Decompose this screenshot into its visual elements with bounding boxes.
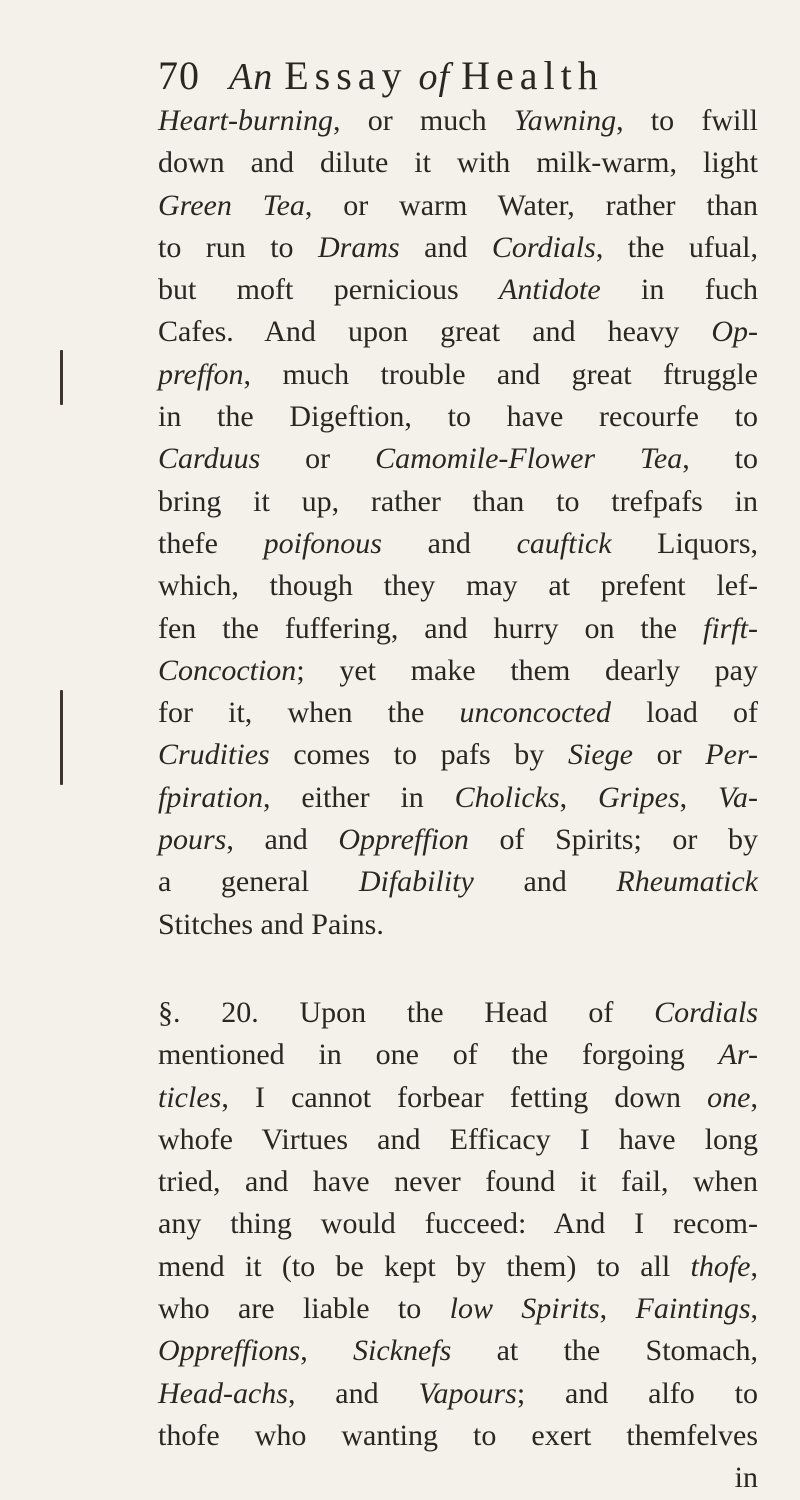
text-line: thefe poifonous and cauftick Liquors, (158, 526, 758, 560)
header-an: An (229, 56, 274, 98)
text-line: to run to Drams and Cordials, the ufual, (158, 230, 758, 264)
text-line: any thing would fucceed: And I recom- (158, 1207, 758, 1241)
text-line: §. 20. Upon the Head of Cordials (158, 995, 758, 1029)
text-line: mend it (to be kept by them) to all thofe, (158, 1249, 758, 1283)
text-line: Oppreffions, Sicknefs at the Stomach, (158, 1334, 758, 1368)
text-line: Carduus or Camomile-Flower Tea, to (158, 442, 758, 476)
text-line: Stitches and Pains. (158, 907, 384, 941)
text-line: bring it up, rather than to trefpafs in (158, 484, 758, 518)
catchword: in (734, 1461, 758, 1495)
margin-mark-top (60, 350, 63, 405)
text-line: Heart-burning, or much Yawning, to fwill (158, 104, 759, 137)
text-line: Crudities comes to pafs by Siege or Per- (158, 738, 758, 772)
text-line: down and dilute it with milk-warm, light (158, 146, 758, 180)
text-line: for it, when the unconcocted load of (158, 696, 759, 730)
text-line: fen the fuffering, and hurry on the firft- (158, 611, 758, 645)
header-health: Health (461, 53, 604, 98)
text-line: a general Difability and Rheumatick (158, 865, 758, 899)
text-line: pours, and Oppreffion of Spirits; or by (158, 823, 758, 857)
header-essay: Essay (284, 53, 408, 98)
header-of: of (418, 56, 451, 98)
text-line: fpiration, either in Cholicks, Gripes, Va- (158, 780, 759, 814)
page-number: 70 (158, 53, 200, 98)
paragraph-gap (158, 946, 758, 992)
text-line: thofe who wanting to exert themfelves (158, 1418, 758, 1452)
running-header (158, 52, 604, 99)
text-line: preffon, much trouble and great ftruggle (158, 357, 758, 391)
text-line: mentioned in one of the forgoing Ar- (158, 1038, 758, 1072)
text-line: but moft pernicious Antidote in fuch (158, 273, 759, 307)
text-line: in the Digeftion, to have recourfe to (158, 400, 758, 434)
text-line: who are liable to low Spirits, Faintings, (158, 1292, 759, 1326)
text-line: tried, and have never found it fail, when (158, 1165, 758, 1199)
margin-mark-bottom (60, 690, 63, 785)
text-line: which, though they may at prefent lef- (158, 569, 758, 603)
text-line: Concoction; yet make them dearly pay (158, 653, 758, 687)
text-line: Green Tea, or warm Water, rather than (158, 188, 758, 222)
text-line: Cafes. And upon great and heavy Op- (158, 315, 758, 349)
body-text (158, 100, 758, 1500)
text-line: ticles, I cannot forbear fetting down one, (158, 1080, 758, 1114)
text-line: whofe Virtues and Efficacy I have long (158, 1122, 758, 1156)
text-line: Head-achs, and Vapours; and alfo to (158, 1376, 758, 1410)
